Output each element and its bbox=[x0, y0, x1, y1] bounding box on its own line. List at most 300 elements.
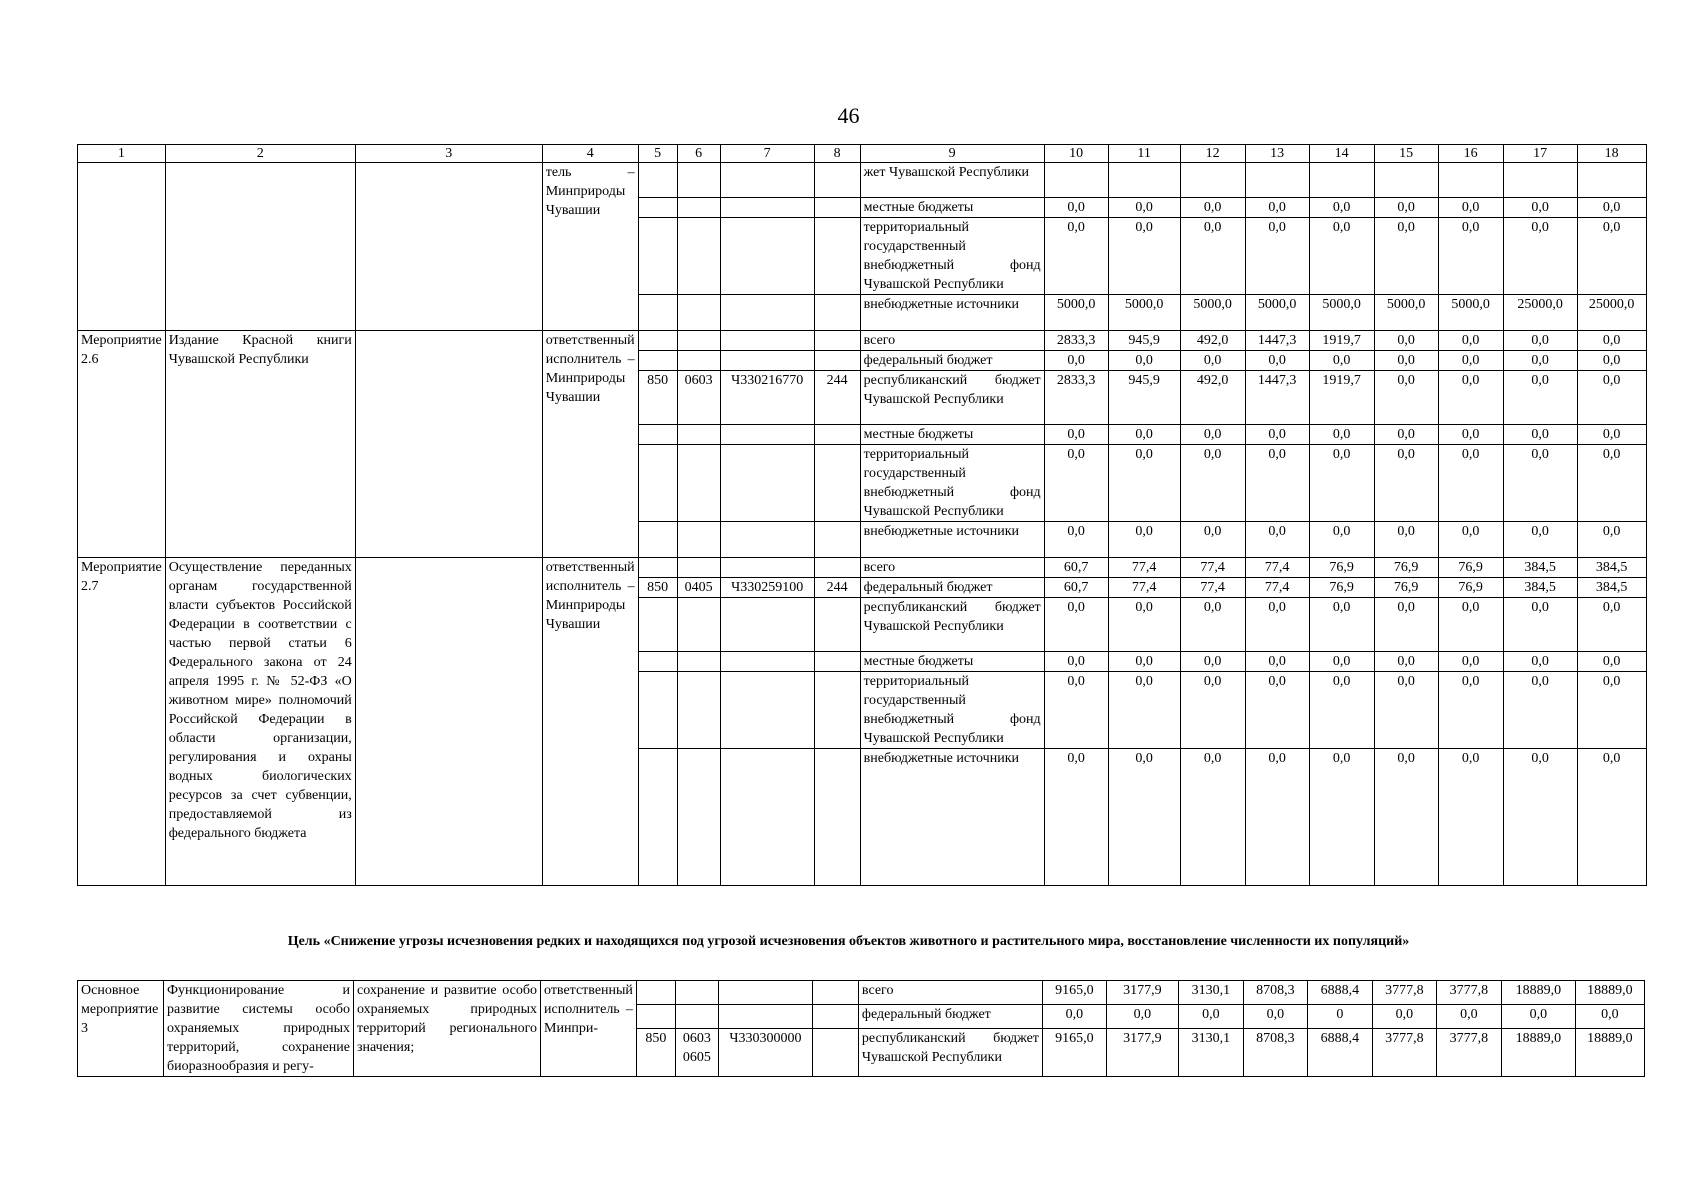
cont-value: 0,0 bbox=[1577, 198, 1646, 218]
m26-value: 0,0 bbox=[1245, 445, 1309, 522]
m26-value: 0,0 bbox=[1438, 425, 1503, 445]
m26-value: 0,0 bbox=[1577, 331, 1646, 351]
m26-value: 0,0 bbox=[1044, 425, 1108, 445]
om3-value: 0,0 bbox=[1501, 1005, 1575, 1029]
m26-value: 1919,7 bbox=[1309, 371, 1374, 425]
m27-value: 0,0 bbox=[1438, 598, 1503, 652]
header-cell: 3 bbox=[355, 145, 542, 163]
cont-row bbox=[78, 163, 1647, 198]
m26-value: 945,9 bbox=[1108, 371, 1180, 425]
program-table bbox=[77, 144, 1647, 886]
m26-value: 0,0 bbox=[1108, 522, 1180, 558]
header-cell: 17 bbox=[1503, 145, 1577, 163]
m27-rzpr bbox=[677, 749, 720, 886]
om3-grbs: 850 bbox=[636, 1029, 675, 1077]
om3-value: 0,0 bbox=[1575, 1005, 1644, 1029]
m27-value: 0,0 bbox=[1374, 598, 1438, 652]
om3-name: Функционирование и развитие системы особо охраняемых природных территорий, сохранение биоразнообразия и регу- bbox=[164, 981, 354, 1077]
cont-value bbox=[1438, 163, 1503, 198]
m27-value: 0,0 bbox=[1108, 672, 1180, 749]
m26-row bbox=[78, 331, 1647, 351]
m27-value: 384,5 bbox=[1503, 558, 1577, 578]
m26-value: 0,0 bbox=[1309, 445, 1374, 522]
m27-value: 0,0 bbox=[1309, 672, 1374, 749]
om3-value: 9165,0 bbox=[1042, 981, 1106, 1005]
m27-rzpr bbox=[677, 558, 720, 578]
m26-grbs bbox=[638, 425, 677, 445]
m27-value: 76,9 bbox=[1374, 578, 1438, 598]
om3-grbs bbox=[636, 1005, 675, 1029]
m27-grbs bbox=[638, 672, 677, 749]
m26-rzpr bbox=[677, 331, 720, 351]
m26-name: Издание Красной книги Чувашской Республики bbox=[165, 331, 355, 558]
header-cell: 7 bbox=[720, 145, 814, 163]
m27-csr bbox=[720, 672, 814, 749]
header-cell: 5 bbox=[638, 145, 677, 163]
cont-executor: тель – Минприроды Чувашии bbox=[542, 163, 638, 331]
m26-value: 0,0 bbox=[1245, 425, 1309, 445]
cont-value bbox=[1044, 163, 1108, 198]
m26-value: 0,0 bbox=[1438, 445, 1503, 522]
m26-value: 0,0 bbox=[1577, 522, 1646, 558]
om3-vr bbox=[812, 1029, 858, 1077]
m26-value: 1447,3 bbox=[1245, 331, 1309, 351]
m26-value: 0,0 bbox=[1438, 371, 1503, 425]
m26-csr: Ч330216770 bbox=[720, 371, 814, 425]
page-number: 46 bbox=[837, 103, 860, 128]
m26-value: 0,0 bbox=[1374, 445, 1438, 522]
cont-value: 0,0 bbox=[1044, 218, 1108, 295]
m27-value: 0,0 bbox=[1044, 652, 1108, 672]
m26-value: 492,0 bbox=[1180, 371, 1245, 425]
m27-grbs bbox=[638, 749, 677, 886]
m26-value: 0,0 bbox=[1309, 425, 1374, 445]
m26-value: 0,0 bbox=[1374, 425, 1438, 445]
m26-value: 0,0 bbox=[1180, 522, 1245, 558]
cont-value: 0,0 bbox=[1374, 198, 1438, 218]
cont-value: 0,0 bbox=[1180, 198, 1245, 218]
cont-grbs bbox=[638, 295, 677, 331]
m26-csr bbox=[720, 522, 814, 558]
m26-value: 1919,7 bbox=[1309, 331, 1374, 351]
m27-value: 0,0 bbox=[1577, 652, 1646, 672]
header-cell: 4 bbox=[542, 145, 638, 163]
m26-value: 0,0 bbox=[1108, 351, 1180, 371]
m26-source: всего bbox=[860, 331, 1044, 351]
goal-heading: Цель «Снижение угрозы исчезновения редких и находящихся под угрозой исчезновения объектов животного и растительного мира, восстановление численности их популяций» bbox=[287, 934, 1410, 949]
m26-csr bbox=[720, 351, 814, 371]
m26-rzpr bbox=[677, 425, 720, 445]
m26-value: 0,0 bbox=[1108, 425, 1180, 445]
om3-value: 9165,0 bbox=[1042, 1029, 1106, 1077]
header-cell: 14 bbox=[1309, 145, 1374, 163]
cont-value: 0,0 bbox=[1044, 198, 1108, 218]
cont-value: 5000,0 bbox=[1245, 295, 1309, 331]
m26-vr bbox=[814, 425, 860, 445]
cont-vr bbox=[814, 218, 860, 295]
m26-value: 0,0 bbox=[1245, 351, 1309, 371]
cont-value: 5000,0 bbox=[1438, 295, 1503, 331]
m26-label: Мероприятие 2.6 bbox=[78, 331, 166, 558]
m26-value: 0,0 bbox=[1180, 351, 1245, 371]
m26-vr bbox=[814, 351, 860, 371]
m27-value: 0,0 bbox=[1309, 652, 1374, 672]
m26-value: 0,0 bbox=[1374, 522, 1438, 558]
m26-value: 0,0 bbox=[1044, 445, 1108, 522]
cont-value: 0,0 bbox=[1438, 218, 1503, 295]
m26-value: 2833,3 bbox=[1044, 371, 1108, 425]
m27-vr bbox=[814, 558, 860, 578]
cont-vr bbox=[814, 295, 860, 331]
cont-value: 5000,0 bbox=[1309, 295, 1374, 331]
om3-source: федеральный бюджет bbox=[858, 1005, 1042, 1029]
m26-source: территориальный государственный внебюджетный фонд Чувашской Республики bbox=[860, 445, 1044, 522]
m27-vr: 244 bbox=[814, 578, 860, 598]
m26-value: 0,0 bbox=[1438, 331, 1503, 351]
m26-grbs bbox=[638, 331, 677, 351]
m26-value: 0,0 bbox=[1577, 445, 1646, 522]
m26-vr bbox=[814, 522, 860, 558]
cont-value: 25000,0 bbox=[1577, 295, 1646, 331]
cont-rzpr bbox=[677, 163, 720, 198]
m27-value: 77,4 bbox=[1245, 558, 1309, 578]
m26-value: 0,0 bbox=[1503, 371, 1577, 425]
m27-value: 0,0 bbox=[1503, 749, 1577, 886]
m27-value: 0,0 bbox=[1309, 598, 1374, 652]
m27-name: Осуществление переданных органам государственной власти субъектов Российской Федерации в соответствии с частью первой статьи 6 Федерального закона от 24 апреля 1995 г. № 52-ФЗ «О животном мире» полномочий Российской Федерации в области организации, регулирования и охраны водных биологических ресурсов за счет субвенции, предоставляемой из федерального бюджета bbox=[165, 558, 355, 886]
cont-rzpr bbox=[677, 218, 720, 295]
cont-value bbox=[1180, 163, 1245, 198]
om3-value: 3777,8 bbox=[1372, 1029, 1436, 1077]
m26-value: 0,0 bbox=[1503, 351, 1577, 371]
m27-value: 0,0 bbox=[1108, 598, 1180, 652]
om3-csr bbox=[718, 1005, 812, 1029]
om3-value: 3777,8 bbox=[1436, 1029, 1501, 1077]
om3-grbs bbox=[636, 981, 675, 1005]
m26-value: 0,0 bbox=[1503, 522, 1577, 558]
m27-rzpr bbox=[677, 672, 720, 749]
om3-value: 6888,4 bbox=[1307, 981, 1372, 1005]
cont-rzpr bbox=[677, 295, 720, 331]
m27-value: 0,0 bbox=[1577, 598, 1646, 652]
m26-value: 0,0 bbox=[1180, 425, 1245, 445]
cont-value: 0,0 bbox=[1503, 198, 1577, 218]
om3-value: 18889,0 bbox=[1575, 981, 1644, 1005]
om3-value: 18889,0 bbox=[1501, 1029, 1575, 1077]
m27-csr bbox=[720, 652, 814, 672]
m27-source: федеральный бюджет bbox=[860, 578, 1044, 598]
om3-value: 0,0 bbox=[1436, 1005, 1501, 1029]
cont-label bbox=[78, 163, 166, 331]
m27-value: 0,0 bbox=[1245, 598, 1309, 652]
m26-value: 0,0 bbox=[1309, 522, 1374, 558]
m26-grbs: 850 bbox=[638, 371, 677, 425]
cont-grbs bbox=[638, 218, 677, 295]
m27-value: 0,0 bbox=[1438, 672, 1503, 749]
m27-value: 60,7 bbox=[1044, 558, 1108, 578]
m27-value: 77,4 bbox=[1108, 578, 1180, 598]
cont-source: местные бюджеты bbox=[860, 198, 1044, 218]
om3-vr bbox=[812, 1005, 858, 1029]
m27-value: 0,0 bbox=[1438, 652, 1503, 672]
om3-value: 3777,8 bbox=[1436, 981, 1501, 1005]
m27-grbs bbox=[638, 558, 677, 578]
om3-value: 0,0 bbox=[1042, 1005, 1106, 1029]
m26-value: 0,0 bbox=[1108, 445, 1180, 522]
cont-value: 5000,0 bbox=[1180, 295, 1245, 331]
m27-source: внебюджетные источники bbox=[860, 749, 1044, 886]
m27-csr bbox=[720, 558, 814, 578]
m26-grbs bbox=[638, 351, 677, 371]
m27-value: 0,0 bbox=[1503, 598, 1577, 652]
m26-value: 2833,3 bbox=[1044, 331, 1108, 351]
header-cell: 12 bbox=[1180, 145, 1245, 163]
om3-task: сохранение и развитие особо охраняемых природных территорий регионального значения; bbox=[354, 981, 541, 1077]
m26-vr bbox=[814, 445, 860, 522]
cont-value bbox=[1309, 163, 1374, 198]
cont-value bbox=[1374, 163, 1438, 198]
m27-value: 0,0 bbox=[1180, 652, 1245, 672]
m26-value: 0,0 bbox=[1577, 425, 1646, 445]
om3-value: 3177,9 bbox=[1106, 981, 1178, 1005]
m27-csr bbox=[720, 749, 814, 886]
m26-value: 0,0 bbox=[1503, 425, 1577, 445]
m26-vr bbox=[814, 331, 860, 351]
m27-rzpr: 0405 bbox=[677, 578, 720, 598]
m27-value: 0,0 bbox=[1108, 652, 1180, 672]
header-cell: 18 bbox=[1577, 145, 1646, 163]
om3-value: 3777,8 bbox=[1372, 981, 1436, 1005]
cont-vr bbox=[814, 198, 860, 218]
cont-name bbox=[165, 163, 355, 331]
m27-rzpr bbox=[677, 598, 720, 652]
m26-value: 0,0 bbox=[1180, 445, 1245, 522]
m27-vr bbox=[814, 749, 860, 886]
om3-value: 0,0 bbox=[1178, 1005, 1243, 1029]
m26-value: 0,0 bbox=[1503, 331, 1577, 351]
om3-value: 8708,3 bbox=[1243, 1029, 1307, 1077]
cont-value bbox=[1108, 163, 1180, 198]
cont-value bbox=[1503, 163, 1577, 198]
m26-csr bbox=[720, 425, 814, 445]
m27-vr bbox=[814, 598, 860, 652]
cont-value: 0,0 bbox=[1309, 218, 1374, 295]
cont-task bbox=[355, 163, 542, 331]
om3-value: 0 bbox=[1307, 1005, 1372, 1029]
header-cell: 8 bbox=[814, 145, 860, 163]
m27-source: местные бюджеты bbox=[860, 652, 1044, 672]
m27-value: 0,0 bbox=[1245, 749, 1309, 886]
m26-csr bbox=[720, 331, 814, 351]
om3-label: Основное мероприятие 3 bbox=[78, 981, 164, 1077]
m26-value: 0,0 bbox=[1577, 371, 1646, 425]
m27-executor: ответственный исполнитель – Минприроды Чувашии bbox=[542, 558, 638, 886]
cont-grbs bbox=[638, 163, 677, 198]
om3-source: республиканский бюджет Чувашской Республики bbox=[858, 1029, 1042, 1077]
m27-value: 0,0 bbox=[1577, 749, 1646, 886]
m26-value: 0,0 bbox=[1374, 331, 1438, 351]
m26-grbs bbox=[638, 445, 677, 522]
program-table-continued bbox=[77, 980, 1645, 1077]
cont-value: 5000,0 bbox=[1374, 295, 1438, 331]
m27-value: 0,0 bbox=[1577, 672, 1646, 749]
cont-value: 0,0 bbox=[1245, 198, 1309, 218]
header-cell: 13 bbox=[1245, 145, 1309, 163]
om3-rzpr: 0603 0605 bbox=[675, 1029, 718, 1077]
cont-value: 0,0 bbox=[1438, 198, 1503, 218]
cont-value: 0,0 bbox=[1503, 218, 1577, 295]
m27-value: 0,0 bbox=[1245, 672, 1309, 749]
m27-source: всего bbox=[860, 558, 1044, 578]
m27-value: 0,0 bbox=[1044, 672, 1108, 749]
om3-value: 18889,0 bbox=[1575, 1029, 1644, 1077]
m27-value: 384,5 bbox=[1503, 578, 1577, 598]
cont-value bbox=[1245, 163, 1309, 198]
m26-rzpr bbox=[677, 522, 720, 558]
m27-value: 0,0 bbox=[1309, 749, 1374, 886]
m26-value: 1447,3 bbox=[1245, 371, 1309, 425]
cont-csr bbox=[720, 295, 814, 331]
m27-rzpr bbox=[677, 652, 720, 672]
m27-value: 0,0 bbox=[1245, 652, 1309, 672]
m27-value: 60,7 bbox=[1044, 578, 1108, 598]
m26-value: 0,0 bbox=[1044, 522, 1108, 558]
m26-value: 0,0 bbox=[1309, 351, 1374, 371]
header-cell: 2 bbox=[165, 145, 355, 163]
m27-value: 0,0 bbox=[1503, 652, 1577, 672]
cont-value: 0,0 bbox=[1245, 218, 1309, 295]
m26-value: 0,0 bbox=[1577, 351, 1646, 371]
m27-source: республиканский бюджет Чувашской Республики bbox=[860, 598, 1044, 652]
m27-label: Мероприятие 2.7 bbox=[78, 558, 166, 886]
om3-csr bbox=[718, 981, 812, 1005]
om3-value: 3130,1 bbox=[1178, 981, 1243, 1005]
om3-vr bbox=[812, 981, 858, 1005]
m26-rzpr bbox=[677, 445, 720, 522]
cont-vr bbox=[814, 163, 860, 198]
m27-value: 0,0 bbox=[1044, 749, 1108, 886]
m27-value: 0,0 bbox=[1180, 598, 1245, 652]
cont-rzpr bbox=[677, 198, 720, 218]
header-cell: 15 bbox=[1374, 145, 1438, 163]
cont-source: территориальный государственный внебюджетный фонд Чувашской Республики bbox=[860, 218, 1044, 295]
m27-vr bbox=[814, 652, 860, 672]
m26-source: внебюджетные источники bbox=[860, 522, 1044, 558]
header-cell: 11 bbox=[1108, 145, 1180, 163]
cont-value: 0,0 bbox=[1374, 218, 1438, 295]
header-cell: 6 bbox=[677, 145, 720, 163]
om3-source: всего bbox=[858, 981, 1042, 1005]
cont-source: жет Чувашской Республики bbox=[860, 163, 1044, 198]
m27-value: 76,9 bbox=[1438, 558, 1503, 578]
m27-value: 77,4 bbox=[1245, 578, 1309, 598]
m26-value: 0,0 bbox=[1503, 445, 1577, 522]
m27-value: 0,0 bbox=[1044, 598, 1108, 652]
om3-value: 3130,1 bbox=[1178, 1029, 1243, 1077]
m26-source: местные бюджеты bbox=[860, 425, 1044, 445]
m26-rzpr bbox=[677, 351, 720, 371]
cont-source: внебюджетные источники bbox=[860, 295, 1044, 331]
om3-value: 0,0 bbox=[1372, 1005, 1436, 1029]
m27-value: 0,0 bbox=[1374, 672, 1438, 749]
m26-value: 0,0 bbox=[1044, 351, 1108, 371]
header-cell: 1 bbox=[78, 145, 166, 163]
om3-value: 18889,0 bbox=[1501, 981, 1575, 1005]
cont-grbs bbox=[638, 198, 677, 218]
cont-value: 25000,0 bbox=[1503, 295, 1577, 331]
m27-grbs: 850 bbox=[638, 578, 677, 598]
om3-rzpr bbox=[675, 1005, 718, 1029]
m27-value: 0,0 bbox=[1503, 672, 1577, 749]
om3-value: 0,0 bbox=[1243, 1005, 1307, 1029]
m27-value: 0,0 bbox=[1438, 749, 1503, 886]
cont-value: 0,0 bbox=[1577, 218, 1646, 295]
om3-rzpr bbox=[675, 981, 718, 1005]
m26-value: 492,0 bbox=[1180, 331, 1245, 351]
m26-vr: 244 bbox=[814, 371, 860, 425]
m26-source: республиканский бюджет Чувашской Республики bbox=[860, 371, 1044, 425]
m27-grbs bbox=[638, 652, 677, 672]
om3-value: 8708,3 bbox=[1243, 981, 1307, 1005]
header-cell: 9 bbox=[860, 145, 1044, 163]
m27-task bbox=[355, 558, 542, 886]
cont-value: 0,0 bbox=[1108, 198, 1180, 218]
m27-value: 0,0 bbox=[1180, 749, 1245, 886]
m26-source: федеральный бюджет bbox=[860, 351, 1044, 371]
m27-csr: Ч330259100 bbox=[720, 578, 814, 598]
cont-value: 5000,0 bbox=[1108, 295, 1180, 331]
cont-value bbox=[1577, 163, 1646, 198]
m27-value: 384,5 bbox=[1577, 578, 1646, 598]
m27-value: 76,9 bbox=[1309, 558, 1374, 578]
m27-value: 76,9 bbox=[1438, 578, 1503, 598]
m26-value: 0,0 bbox=[1438, 522, 1503, 558]
m27-vr bbox=[814, 672, 860, 749]
m26-value: 0,0 bbox=[1438, 351, 1503, 371]
m27-value: 384,5 bbox=[1577, 558, 1646, 578]
om3-value: 3177,9 bbox=[1106, 1029, 1178, 1077]
m27-value: 0,0 bbox=[1108, 749, 1180, 886]
om3-value: 0,0 bbox=[1106, 1005, 1178, 1029]
m26-value: 0,0 bbox=[1374, 371, 1438, 425]
m27-value: 76,9 bbox=[1374, 558, 1438, 578]
header-row bbox=[78, 145, 1647, 163]
cont-value: 0,0 bbox=[1108, 218, 1180, 295]
cont-csr bbox=[720, 218, 814, 295]
om3-csr: Ч330300000 bbox=[718, 1029, 812, 1077]
m27-row bbox=[78, 558, 1647, 578]
m27-csr bbox=[720, 598, 814, 652]
m26-value: 0,0 bbox=[1374, 351, 1438, 371]
header-cell: 16 bbox=[1438, 145, 1503, 163]
m26-grbs bbox=[638, 522, 677, 558]
m27-value: 77,4 bbox=[1180, 578, 1245, 598]
cont-csr bbox=[720, 163, 814, 198]
m26-csr bbox=[720, 445, 814, 522]
m27-source: территориальный государственный внебюджетный фонд Чувашской Республики bbox=[860, 672, 1044, 749]
m27-value: 0,0 bbox=[1180, 672, 1245, 749]
cont-value: 5000,0 bbox=[1044, 295, 1108, 331]
om3-row bbox=[78, 981, 1645, 1005]
m27-value: 77,4 bbox=[1108, 558, 1180, 578]
header-cell: 10 bbox=[1044, 145, 1108, 163]
m26-task bbox=[355, 331, 542, 558]
m26-value: 0,0 bbox=[1245, 522, 1309, 558]
m27-value: 0,0 bbox=[1374, 749, 1438, 886]
m27-value: 76,9 bbox=[1309, 578, 1374, 598]
m27-value: 77,4 bbox=[1180, 558, 1245, 578]
m27-value: 0,0 bbox=[1374, 652, 1438, 672]
